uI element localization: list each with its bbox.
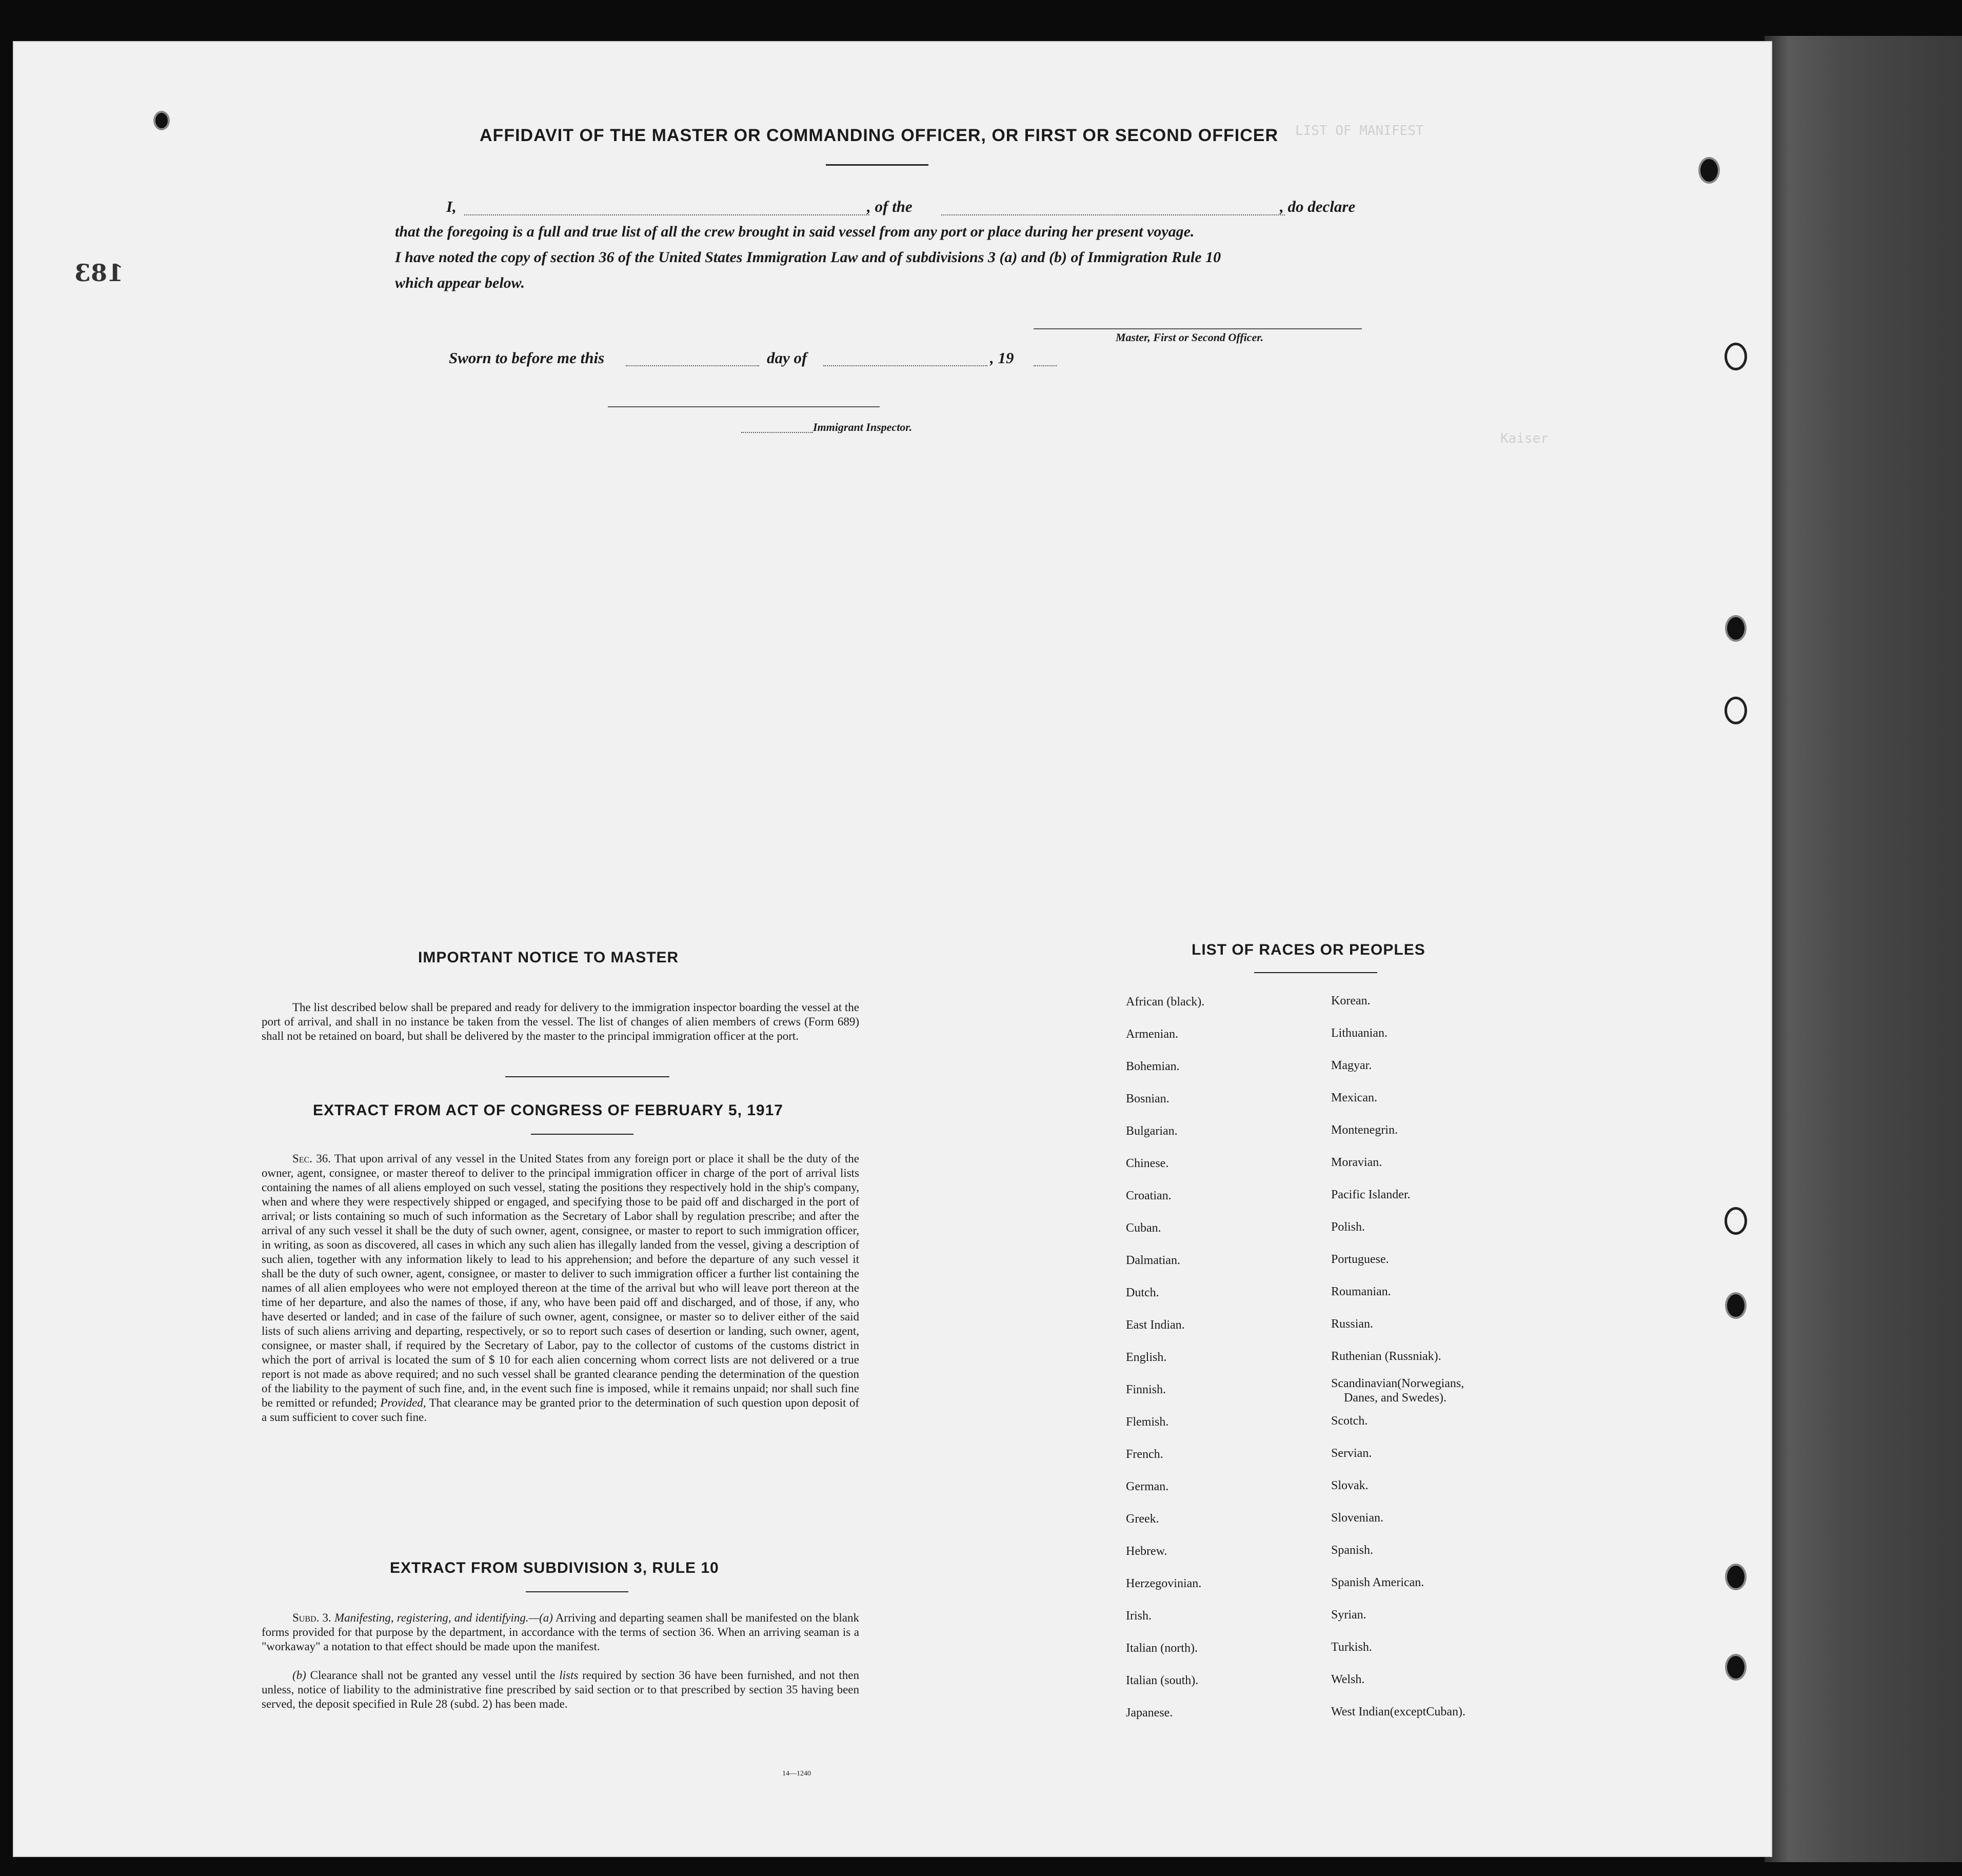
race-item: Moravian.	[1331, 1156, 1382, 1169]
inspector-caption: Immigrant Inspector.	[813, 421, 913, 433]
subd-b-text2: required by section 36 have been furnished, and not then unless, notice of liability to the administrative fine prescribed by said section or to that prescribed by section 35 having been served, the deposit specified in Rule 28 (subd. 2) has been made.	[262, 1669, 860, 1710]
notice-title: IMPORTANT NOTICE TO MASTER	[418, 949, 679, 966]
race-item: Greek.	[1126, 1512, 1159, 1526]
scan-background-right	[1765, 36, 1962, 1862]
subd-a-text: Arriving and departing seamen shall be manifested on the blank forms provided for that purpose by the department, in accordance with the terms of section 36. When an arriving seaman is a "workaway" a notation to that effect should be made upon the manifest.	[262, 1611, 860, 1653]
punch-hole-icon	[1727, 699, 1745, 722]
punch-hole-icon	[1727, 1566, 1745, 1588]
race-item: Lithuanian.	[1331, 1026, 1388, 1040]
extract-act-text	[262, 1152, 859, 1425]
race-item: East Indian.	[1126, 1318, 1185, 1332]
punch-hole-icon	[1727, 617, 1745, 640]
form-number: 14—1240	[782, 1770, 811, 1778]
race-item: English.	[1126, 1351, 1167, 1364]
rule-subd-b	[262, 1668, 859, 1711]
race-item: German.	[1126, 1480, 1169, 1493]
race-item: Korean.	[1331, 994, 1371, 1008]
race-item: Dalmatian.	[1126, 1254, 1180, 1267]
vessel-blank-field[interactable]	[941, 214, 1285, 215]
sworn-day-blank[interactable]	[626, 365, 759, 366]
affidavit-line1-mid: , of the	[867, 198, 913, 215]
race-item: Italian (north).	[1126, 1642, 1198, 1655]
punch-hole-icon	[1727, 345, 1745, 368]
document-page	[13, 41, 1772, 1857]
race-item: Japanese.	[1126, 1706, 1173, 1720]
extract-act-title: EXTRACT FROM ACT OF CONGRESS OF FEBRUARY 5, 1917	[313, 1102, 783, 1119]
race-item: French.	[1126, 1448, 1163, 1461]
proviso-text: That clearance may be granted prior to the determination of such question upon deposit of a sum sufficient to cover such fine.	[262, 1396, 860, 1424]
signature-blank-field[interactable]	[1034, 328, 1362, 329]
race-item: Magyar.	[1331, 1059, 1372, 1072]
race-item: Roumanian.	[1331, 1285, 1391, 1298]
affidavit-line4: which appear below.	[395, 274, 525, 291]
race-item: Finnish.	[1126, 1383, 1166, 1396]
inspector-caption-lead	[741, 432, 813, 433]
race-item: Spanish.	[1331, 1544, 1374, 1557]
race-item: Montenegrin.	[1331, 1123, 1398, 1137]
race-item: Slovenian.	[1331, 1511, 1383, 1525]
name-blank-field[interactable]	[464, 214, 869, 215]
race-item: Armenian.	[1126, 1028, 1178, 1041]
race-item: Turkish.	[1331, 1641, 1372, 1654]
section-rule	[505, 1076, 669, 1077]
section-36-text: That upon arrival of any vessel in the United States from any foreign port or place it shall be the duty of the owner, agent, consignee, or master thereof to deliver to the principal immigration officer in charge of the port of arrival lists containing the names of all aliens employed on such vessel, stating the positions they respectively hold in the ship's company, when and where they were respectively shipped or engaged, and specifying those to be paid off and discharged in the port of arrival; or lists containing so much of such information as the Secretary of Labor shall by regulation prescribe; and after the arrival of any such vessel it shall be the duty of such owner, agent, consignee, or master to report to such immigration officer, in writing, as soon as discovered, all cases in which any such alien has illegally landed from the vessel, giving a description of such alien, together with any information likely to lead to his apprehension; and before the departure of any such vessel it shall be the duty of such owner, agent, consignee, or master to deliver to such immigration officer a further list containing the names of all alien employees who were not employed thereon at the time of the arrival but who will leave port thereon at the time of her departure, and also the names of those, if any, who have been paid off and discharged, and of those, if any, who have deserted or landed; and in case of the failure of such owner, agent, consignee, or master so to deliver either of the said lists of such aliens arriving and departing, respectively, or so to report such cases of desertion or landing, such owner, agent, consignee, or master shall, if required by the Secretary of Labor, pay to the collector of customs of the customs district in which the port of arrival is located the sum of $ 10 for each alien concerning whom correct lists are not delivered or a true report is not made as above required; and no such vessel shall be granted clearance pending the determination of the question of the liability to the payment of such fine, and, in the event such fine is imposed, while it remains unpaid; nor shall such fine be remitted or refunded;	[262, 1152, 859, 1409]
race-item: Mexican.	[1331, 1091, 1377, 1104]
subd-b-text1: Clearance shall not be granted any vessel until the	[310, 1669, 556, 1682]
race-item: Ruthenian (Russniak).	[1331, 1350, 1441, 1363]
race-item: African (black).	[1126, 995, 1205, 1009]
race-item: Dutch.	[1126, 1286, 1159, 1299]
race-item: Servian.	[1331, 1447, 1372, 1460]
section-rule	[531, 1134, 633, 1135]
race-item: Croatian.	[1126, 1189, 1172, 1202]
section-rule	[526, 1591, 628, 1592]
signature-caption: Master, First or Second Officer.	[1116, 331, 1264, 344]
race-item: Hebrew.	[1126, 1545, 1167, 1558]
affidavit-line3: I have noted the copy of section 36 of the United States Immigration Law and of subdivisions 3 (a) and (b) of Immigration Rule 10	[395, 249, 1221, 266]
punch-hole-icon	[1700, 159, 1718, 182]
sworn-year-label: , 19	[990, 349, 1014, 367]
race-item: Chinese.	[1126, 1157, 1169, 1170]
race-item: Portuguese.	[1331, 1253, 1389, 1266]
race-item: Pacific Islander.	[1331, 1188, 1411, 1201]
subd-heading: Manifesting, registering, and identifying.—(a)	[334, 1611, 553, 1624]
race-item: Irish.	[1126, 1609, 1152, 1623]
race-item: Syrian.	[1331, 1608, 1366, 1622]
race-item: Scandinavian(Norwegians,	[1331, 1377, 1464, 1390]
affidavit-line1-prefix: I,	[446, 198, 457, 215]
punch-hole-icon	[155, 113, 168, 128]
sworn-prefix: Sworn to before me this	[449, 349, 605, 367]
race-item: Welsh.	[1331, 1673, 1365, 1686]
race-item-continued: Danes, and Swedes).	[1344, 1391, 1446, 1405]
punch-hole-icon	[1727, 1294, 1745, 1317]
proviso-word: Provided,	[380, 1396, 426, 1409]
punch-hole-icon	[1727, 1210, 1745, 1232]
subd-b-lists: lists	[559, 1669, 579, 1682]
bleed-through-text: Kaiser	[1500, 431, 1549, 446]
sworn-year-blank[interactable]	[1034, 365, 1057, 366]
race-item: West Indian(exceptCuban).	[1331, 1705, 1465, 1719]
race-item: Polish.	[1331, 1220, 1365, 1234]
punch-hole-icon	[1727, 1656, 1745, 1678]
section-label: Sec. 36.	[292, 1152, 331, 1165]
rule-subd-a	[262, 1611, 859, 1654]
affidavit-line1-suffix: , do declare	[1280, 198, 1356, 215]
race-item: Bulgarian.	[1126, 1124, 1178, 1138]
margin-number: 183	[74, 259, 124, 287]
race-item: Bosnian.	[1126, 1092, 1170, 1105]
sworn-day-label: day of	[767, 349, 807, 367]
subd-label: Subd. 3.	[292, 1611, 331, 1624]
subd-b-label: (b)	[292, 1669, 306, 1682]
title-rule	[826, 164, 928, 166]
extract-rule-title: EXTRACT FROM SUBDIVISION 3, RULE 10	[390, 1559, 719, 1576]
race-item: Scotch.	[1331, 1414, 1368, 1428]
sworn-month-blank[interactable]	[823, 365, 987, 366]
races-title: LIST OF RACES OR PEOPLES	[1192, 941, 1425, 958]
race-item: Bohemian.	[1126, 1060, 1180, 1073]
bleed-through-text: LIST OF MANIFEST	[1295, 123, 1424, 139]
race-item: Russian.	[1331, 1317, 1374, 1331]
inspector-signature-blank[interactable]	[608, 406, 880, 407]
section-rule	[1254, 972, 1377, 973]
race-item: Spanish American.	[1331, 1576, 1424, 1589]
race-item: Cuban.	[1126, 1221, 1161, 1235]
race-item: Herzegovinian.	[1126, 1577, 1202, 1590]
race-item: Flemish.	[1126, 1415, 1169, 1429]
race-item: Italian (south).	[1126, 1674, 1199, 1687]
notice-text: The list described below shall be prepared and ready for delivery to the immigration inspector boarding the vessel at the port of arrival, and shall in no instance be taken from the vessel. The list of changes of alien members of crews (Form 689) shall not be retained on board, but shall be delivered by the master to the principal immigration officer at the port.	[262, 1001, 859, 1042]
affidavit-line2: that the foregoing is a full and true list of all the crew brought in said vessel from any port or place during her present voyage.	[395, 223, 1195, 240]
race-item: Slovak.	[1331, 1479, 1369, 1492]
affidavit-title: AFFIDAVIT OF THE MASTER OR COMMANDING OFFICER, OR FIRST OR SECOND OFFICER	[480, 126, 1278, 145]
